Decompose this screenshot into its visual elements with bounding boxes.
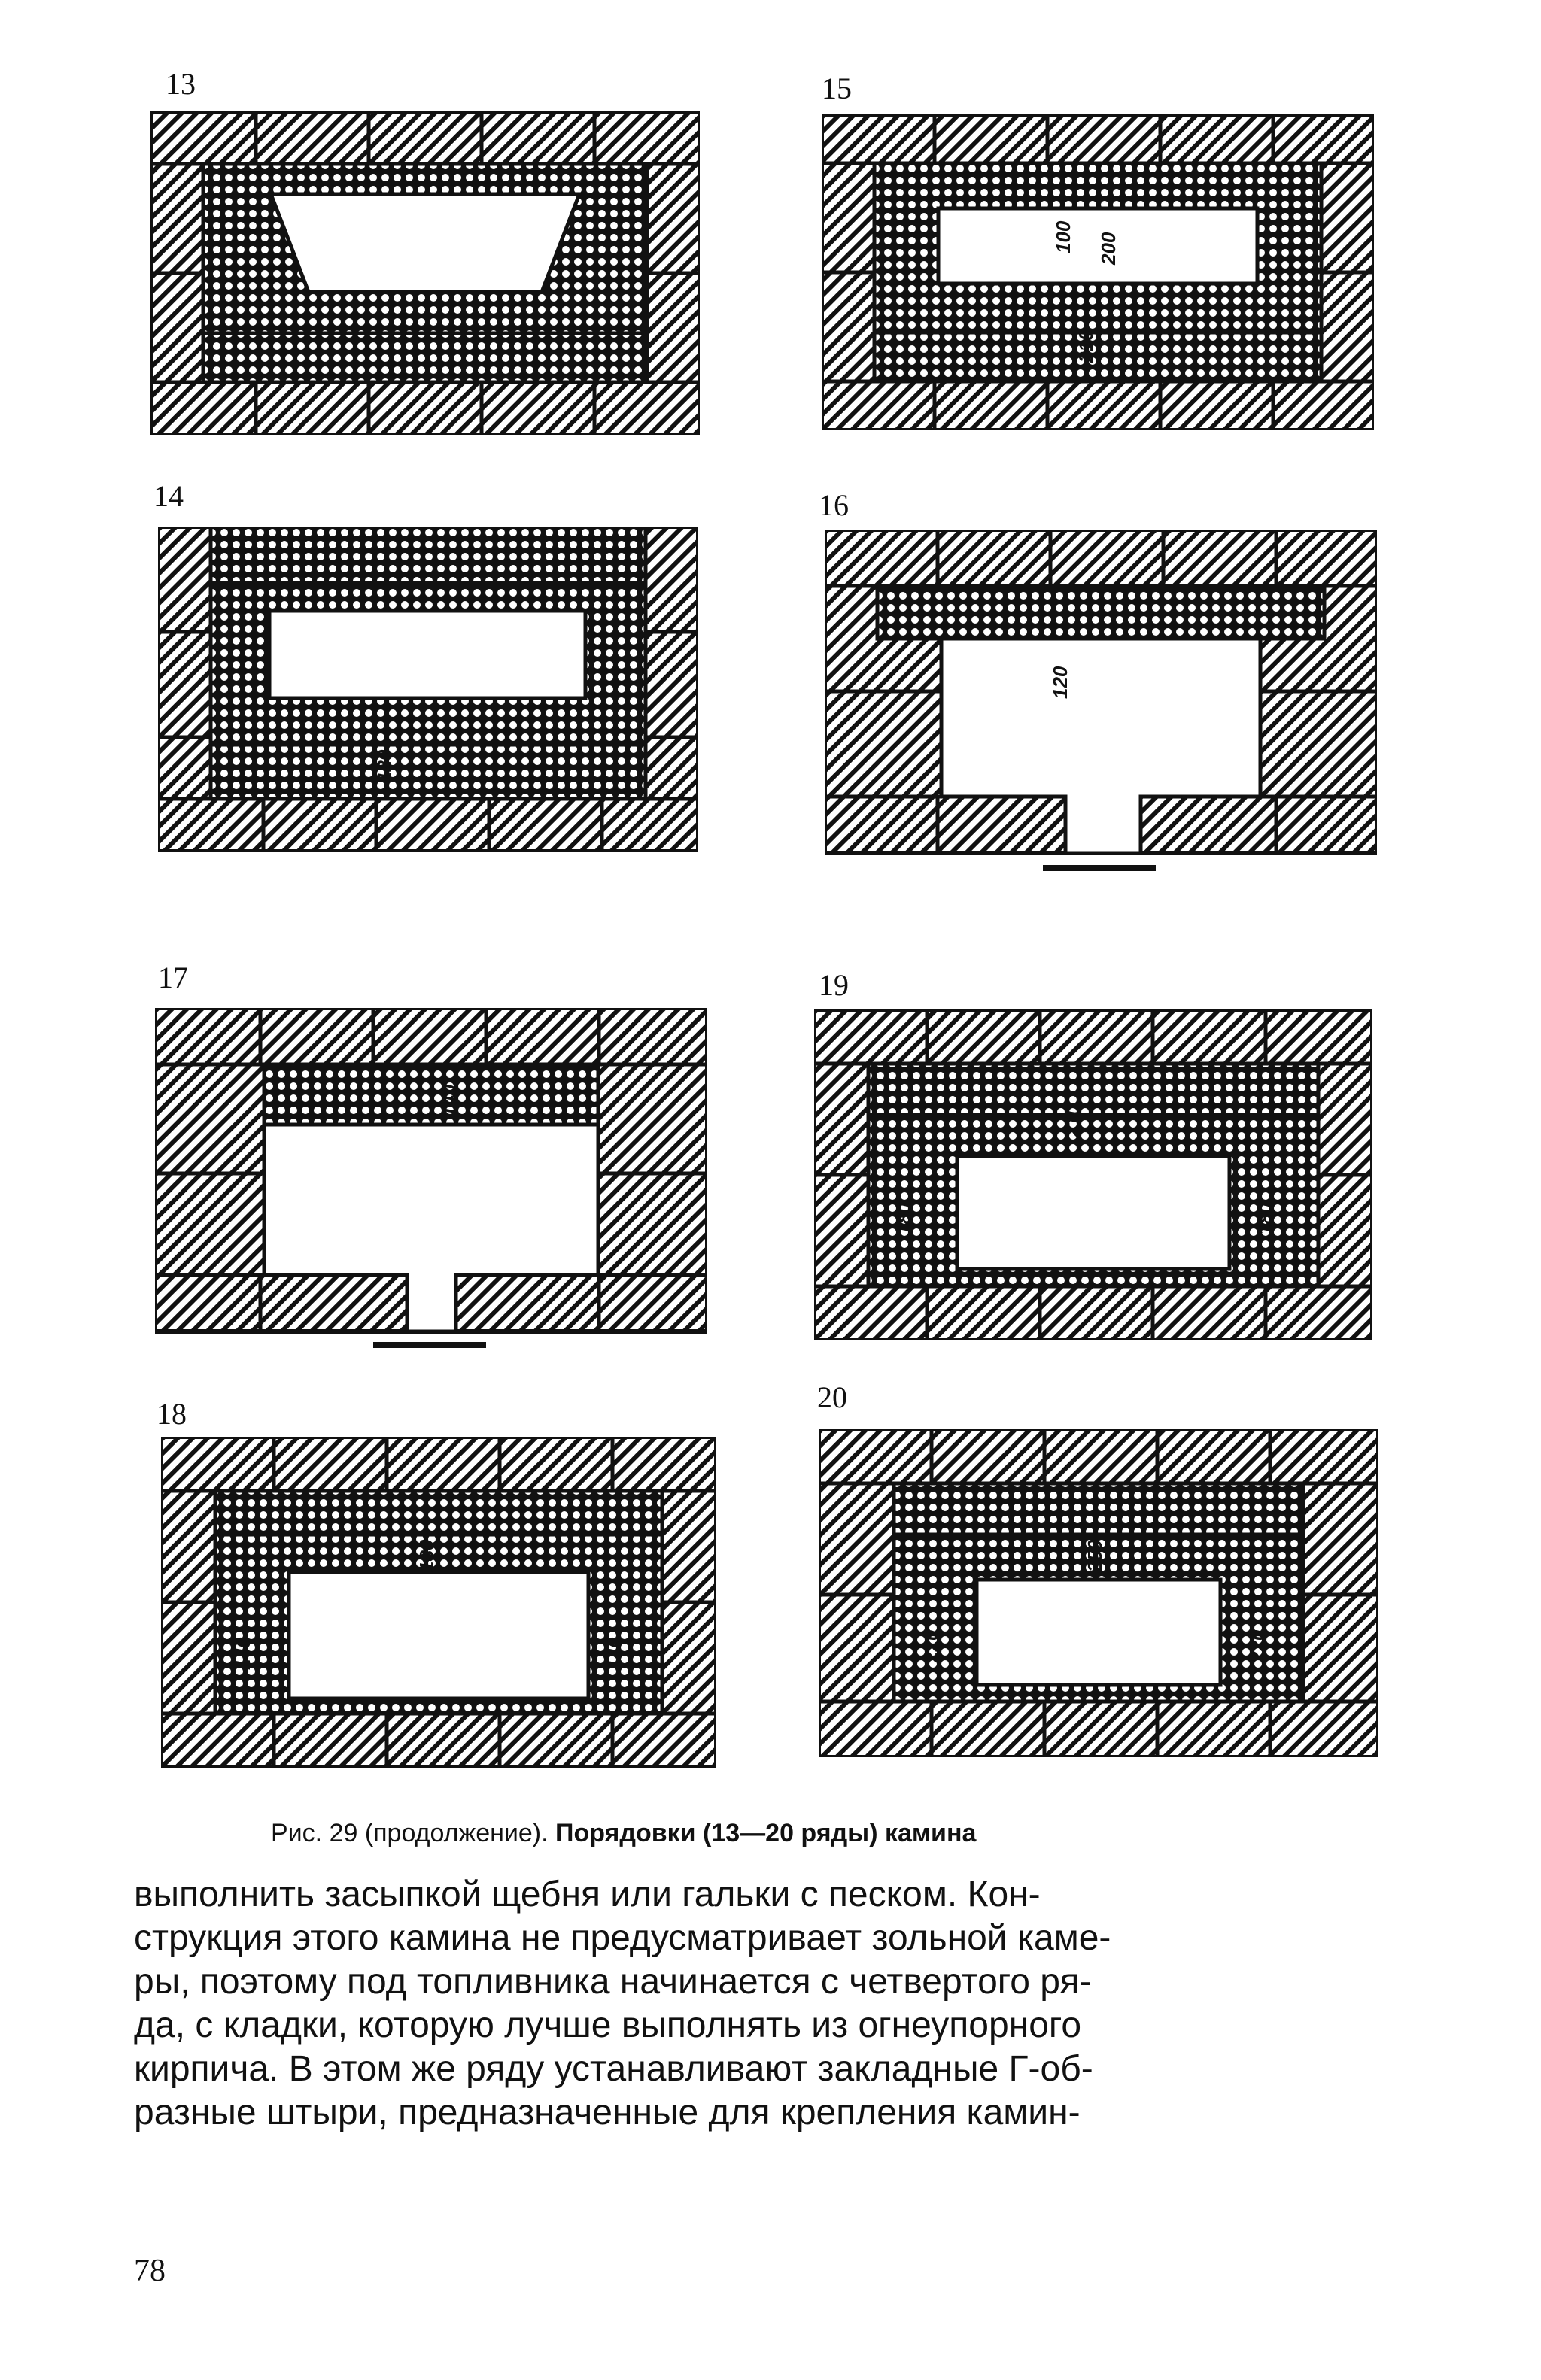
body-line: ры, поэтому под топливника начинается с четвертого ря-: [134, 1962, 1092, 2002]
plan-label-14: 14: [153, 479, 184, 513]
plan-row-15: [822, 114, 1374, 430]
body-line: да, с кладки, которую лучше выполнять из огнеупорного: [134, 2005, 1082, 2045]
dim-19-180-right: 180: [1254, 1202, 1276, 1235]
plan-label-19: 19: [819, 968, 849, 1002]
body-line: выполнить засыпкой щебня или гальки с песком. Кон-: [134, 1875, 1041, 1914]
dim-20-250: 250: [1084, 1539, 1106, 1572]
plan-row-14: [158, 527, 698, 852]
body-line: струкция этого камина не предусматривает зольной каме-: [134, 1918, 1111, 1958]
plan-row-13: [150, 111, 700, 435]
dim-19-180-left: 180: [892, 1202, 915, 1235]
plan-row-17: [155, 1008, 707, 1354]
plan-label-17: 17: [158, 961, 188, 994]
dim-16-120: 120: [1049, 666, 1071, 699]
body-paragraph: [134, 1873, 1398, 2135]
plan-label-15: 15: [822, 71, 852, 105]
dim-18-180: 180: [415, 1539, 438, 1572]
plan-label-20: 20: [817, 1380, 847, 1414]
plan-row-16: [825, 530, 1377, 876]
plan-label-18: 18: [157, 1397, 187, 1431]
figure-caption: [271, 1819, 976, 1848]
dim-18-140-left: 140: [232, 1637, 254, 1670]
page-number: 78: [134, 2254, 166, 2288]
plan-label-13: 13: [166, 67, 196, 101]
dim-14-120: 120: [373, 749, 396, 782]
dim-15-100: 100: [1052, 220, 1074, 253]
dim-15-210: 210: [1074, 329, 1097, 363]
body-line: кирпича. В этом же ряду устанавливают закладные Г-об-: [134, 2049, 1093, 2089]
dim-19-210: 210: [1061, 1104, 1084, 1137]
caption-rest: Порядовки (13—20 ряды) камина: [555, 1819, 977, 1847]
plan-row-20: [819, 1429, 1378, 1757]
caption-prefix: Рис. 29 (продолжение).: [271, 1819, 549, 1847]
body-line: разные штыри, предназначенные для крепления камин-: [134, 2093, 1081, 2133]
dim-20-220-left: 220: [919, 1629, 942, 1662]
dim-15-200: 200: [1097, 232, 1120, 265]
dim-17-140: 140: [438, 1084, 460, 1117]
dim-20-220-right: 220: [1246, 1629, 1269, 1662]
plan-row-18: [161, 1437, 716, 1768]
plan-label-16: 16: [819, 488, 849, 522]
dim-18-140-right: 140: [603, 1637, 626, 1670]
plan-row-19: [814, 1009, 1372, 1340]
